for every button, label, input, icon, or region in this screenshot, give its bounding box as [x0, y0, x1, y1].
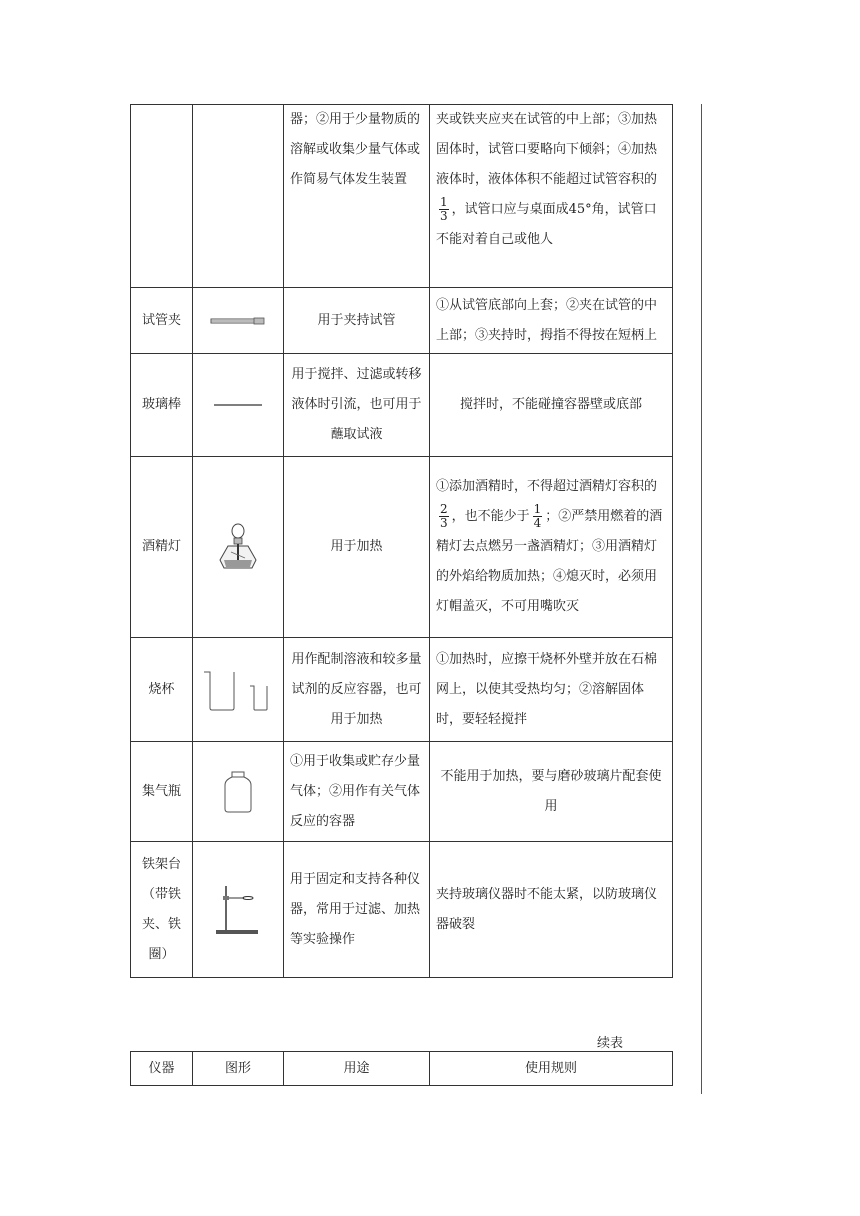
instrument-table [130, 104, 673, 978]
instrument-figure [193, 288, 284, 354]
instrument-figure [193, 842, 284, 978]
instrument-name: 铁架台（带铁夹、铁圈） [131, 842, 193, 978]
instrument-figure [193, 457, 284, 638]
test-tube-clamp-icon [210, 316, 266, 326]
margin-line [701, 104, 702, 1094]
instrument-name: 烧杯 [131, 638, 193, 742]
table-row [131, 638, 673, 742]
instrument-rule: ①从试管底部向上套；②夹在试管的中上部；③夹持时，拇指不得按在短柄上 [430, 288, 673, 354]
header-rule: 使用规则 [430, 1052, 673, 1086]
instrument-figure [193, 742, 284, 842]
iron-stand-icon [214, 884, 262, 936]
instrument-name: 玻璃棒 [131, 354, 193, 457]
instrument-use: 用于加热 [284, 457, 430, 638]
instrument-rule: ①加热时，应擦干烧杯外壁并放在石棉网上，以使其受热均匀；②溶解固体时，要轻轻搅拌 [430, 638, 673, 742]
header-figure: 图形 [193, 1052, 284, 1086]
header-table [130, 1051, 673, 1086]
alcohol-lamp-icon [218, 522, 258, 572]
instrument-use: 用于固定和支持各种仪器，常用于过滤、加热等实验操作 [284, 842, 430, 978]
fraction: $\frac{1}{4}$ [533, 502, 542, 530]
instrument-use: 器；②用于少量物质的溶解或收集少量气体或作简易气体发生装置 [284, 105, 430, 288]
instrument-use: 用于搅拌、过滤或转移液体时引流，也可用于蘸取试液 [284, 354, 430, 457]
instrument-rule: 夹持玻璃仪器时不能太紧，以防玻璃仪器破裂 [430, 842, 673, 978]
table-row [131, 457, 673, 638]
header-instrument: 仪器 [131, 1052, 193, 1086]
instrument-figure [193, 105, 284, 288]
instrument-use: ①用于收集或贮存少量气体；②用作有关气体反应的容器 [284, 742, 430, 842]
instrument-name: 试管夹 [131, 288, 193, 354]
instrument-figure [193, 354, 284, 457]
instrument-rule: 夹或铁夹应夹在试管的中上部；③加热固体时，试管口要略向下倾斜；④加热液体时，液体体积不能超过试管容积的 $\frac{1}{3}$ ，试管口应与桌面成45°角，试管口不能对着自己或他人 [430, 105, 673, 288]
beaker-icon [202, 668, 274, 712]
instrument-use: 用作配制溶液和较多量试剂的反应容器，也可用于加热 [284, 638, 430, 742]
table-row [131, 105, 673, 288]
header-use: 用途 [284, 1052, 430, 1086]
instrument-rule: 不能用于加热，要与磨砂玻璃片配套使用 [430, 742, 673, 842]
fraction: $\frac{1}{3}$ [440, 195, 448, 223]
instrument-name [131, 105, 193, 288]
table-row [131, 354, 673, 457]
fraction: $\frac{2}{3}$ [440, 502, 448, 530]
table-row [131, 288, 673, 354]
glass-rod-icon [214, 403, 262, 407]
instrument-rule: ①添加酒精时，不得超过酒精灯容积的 $\frac{2}{3}$ ，也不能少于 $\frac{1}{4}$ ；②严禁用燃着的酒精灯去点燃另一盏酒精灯；③用酒精灯的外焰给物质加热；④熄灭时，必须用灯帽盖灭，不可用嘴吹灭 [430, 457, 673, 638]
instrument-figure [193, 638, 284, 742]
continued-label: 续表 [597, 1036, 624, 1051]
instrument-name: 酒精灯 [131, 457, 193, 638]
gas-collecting-bottle-icon [223, 771, 253, 813]
instrument-use: 用于夹持试管 [284, 288, 430, 354]
instrument-name: 集气瓶 [131, 742, 193, 842]
header-row [131, 1052, 673, 1086]
instrument-rule: 搅拌时，不能碰撞容器壁或底部 [430, 354, 673, 457]
table-row [131, 742, 673, 842]
table-row [131, 842, 673, 978]
